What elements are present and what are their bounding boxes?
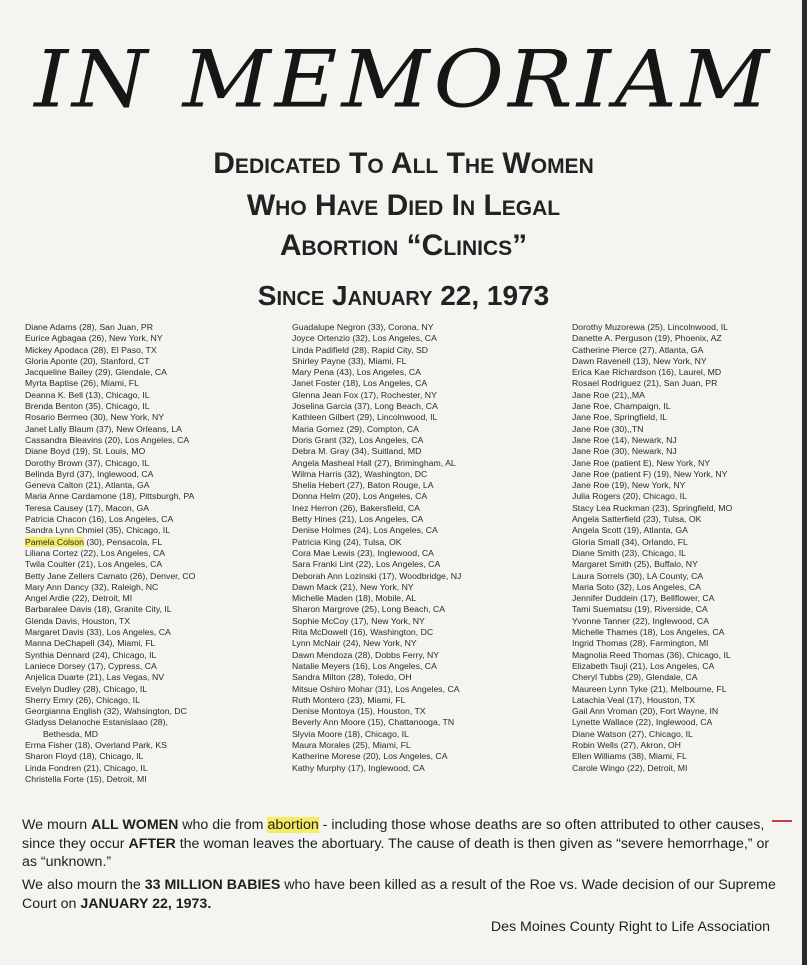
name-entry — [25, 537, 287, 548]
name-entry: Maureen Lynn Tyke (21), Melbourne, FL — [572, 683, 727, 694]
name-entry: Tami Suematsu (19), Riverside, CA — [572, 604, 708, 615]
name-entry: Elizabeth Tsuji (21), Los Angeles, CA — [572, 660, 715, 671]
name-entry: Belinda Byrd (37), Inglewood, CA — [25, 468, 154, 479]
name-entry: Jane Roe (30), Newark, NJ — [572, 446, 677, 457]
name-entry: Dawn Mendoza (28), Dobbs Ferry, NY — [292, 649, 440, 660]
name-entry: Jane Roe (19), New York, NY — [572, 480, 686, 491]
name-entry: Catherine Pierce (27), Atlanta, GA — [572, 344, 704, 355]
name-entry: Laura Sorrels (30), LA County, CA — [572, 570, 704, 581]
name-entry: Jane Roe, Springfield, IL — [572, 412, 668, 423]
name-entry: Christella Forte (15), Detroit, MI — [25, 773, 147, 784]
name-entry: Barbaralee Davis (18), Granite City, IL — [25, 604, 172, 615]
name-entry: Mitsue Oshiro Mohar (31), Los Angeles, CA — [292, 683, 460, 694]
name-entry: Mickey Apodaca (28), El Paso, TX — [25, 344, 157, 355]
name-entry: Myrta Baptise (26), Miami, FL — [25, 378, 139, 389]
name-entry: Doris Grant (32), Los Angeles, CA — [292, 434, 424, 445]
name-entry: Evelyn Dudley (28), Chicago, IL — [25, 683, 148, 694]
name-entry: Sandra Milton (28), Toledo, OH — [292, 672, 412, 683]
name-entry: Laniece Dorsey (17), Cypress, CA — [25, 660, 157, 671]
name-entry: Jane Roe (patient E), New York, NY — [572, 457, 711, 468]
name-entry: Cheryl Tubbs (29), Glendale, CA — [572, 672, 698, 683]
name-entry: Angela Scott (19), Atlanta, GA — [572, 525, 688, 536]
name-entry: Maria Anne Cardamone (18), Pittsburgh, PA — [25, 491, 195, 502]
name-entry: Linda Fondren (21), Chicago, IL — [25, 762, 148, 773]
name-entry: Georgianna English (32), Wahsington, DC — [25, 706, 187, 717]
name-entry: Rosael Rodriguez (21), San Juan, PR — [572, 378, 718, 389]
name-entry: Maria Gomez (29), Compton, CA — [292, 423, 419, 434]
name-entry: Diane Boyd (19), St. Louis, MO — [25, 446, 146, 457]
name-details: (30), Pensacola, FL — [83, 536, 163, 547]
name-entry: Jane Roe, Champaign, IL — [572, 401, 671, 412]
name-entry: Beverly Ann Moore (15), Chattanooga, TN — [292, 717, 455, 728]
mourn-emphasis: AFTER — [128, 835, 176, 852]
mourn-text: We mourn — [22, 817, 92, 833]
name-entry: Michelle Maden (18), Mobile, AL — [292, 593, 417, 604]
dedication-line-1: Dedicated To All The Women — [213, 147, 594, 180]
name-entry: Joyce Ortenzio (32), Los Angeles, CA — [292, 333, 437, 344]
name-entry: Jacqueline Bailey (29), Glendale, CA — [25, 367, 167, 378]
name-entry: Dawn Mack (21), New York, NY — [292, 581, 414, 592]
name-entry: Danette A. Perguson (19), Phoenix, AZ — [572, 333, 722, 344]
name-entry: Diane Watson (27), Chicago, IL — [572, 728, 693, 739]
name-entry: Gladyss Delanoche Estanislaao (28), — [25, 717, 168, 728]
name-entry: Maria Soto (32), Los Angeles, CA — [572, 581, 701, 592]
name-entry: Guadalupe Negron (33), Corona, NY — [292, 322, 434, 332]
name-entry: Denise Montoya (15), Houston, TX — [292, 706, 426, 717]
name-entry: Denise Holmes (24), Los Angeles, CA — [292, 525, 438, 536]
mourn-text: who die from — [178, 817, 268, 833]
name-entry: Margaret Smith (25), Buffalo, NY — [572, 559, 698, 570]
name-entry: Yvonne Tanner (22), Inglewood, CA — [572, 615, 709, 626]
names-column-2 — [292, 322, 582, 774]
name-entry: Donna Helm (20), Los Angeles, CA — [292, 491, 428, 502]
name-entry: Betty Jane Zellers Camato (26), Denver, CO — [25, 570, 196, 581]
name-entry: Angela Masheal Hall (27), Brimingham, AL — [292, 457, 456, 468]
name-entry: Joselina Garcia (37), Long Beach, CA — [292, 401, 438, 412]
name-entry: Sherry Emry (26), Chicago, IL — [25, 694, 140, 705]
page-title: IN MEMORIAM — [34, 34, 773, 126]
name-entry: Julia Rogers (20), Chicago, IL — [572, 491, 687, 502]
name-entry: Glenda Davis, Houston, TX — [25, 615, 131, 626]
name-entry: Liliana Cortez (22), Los Angeles, CA — [25, 547, 166, 558]
name-entry: Gloria Aponte (20), Stanford, CT — [25, 355, 150, 366]
name-entry: Rita McDowell (16), Washington, DC — [292, 627, 434, 638]
name-entry: Anjelica Duarte (21), Las Vegas, NV — [25, 672, 165, 683]
name-entry: Lynette Wallace (22), Inglewood, CA — [572, 717, 713, 728]
name-entry: Wilma Harris (32), Washington, DC — [292, 468, 428, 479]
name-entry: Carole Wingo (22), Detroit, MI — [572, 762, 688, 773]
association-signature: Des Moines County Right to Life Association — [490, 919, 770, 935]
name-entry: Jane Roe (14), Newark, NJ — [572, 434, 677, 445]
name-entry: Deborah Ann Lozinski (17), Woodbridge, NJ — [292, 570, 462, 581]
name-entry: Eurice Agbagaa (26), New York, NY — [25, 333, 163, 344]
dedication-line-3: Abortion “Clinics” — [279, 229, 528, 262]
name-entry: Magnolia Reed Thomas (36), Chicago, IL — [572, 649, 731, 660]
names-column-3 — [572, 322, 792, 774]
name-entry: Glenna Jean Fox (17), Rochester, NY — [292, 389, 437, 400]
name-entry: Jennifer Duddein (17), Bellflower, CA — [572, 593, 715, 604]
name-entry: Teresa Causey (17), Macon, GA — [25, 502, 150, 513]
name-entry: Sharon Margrove (25), Long Beach, CA — [292, 604, 446, 615]
name-entry: Dorothy Muzorewa (25), Lincolnwood, IL — [572, 322, 728, 332]
mourn-paragraph-women — [22, 816, 777, 872]
name-entry: Angela Satterfield (23), Tulsa, OK — [572, 514, 702, 525]
name-entry: Janet Lally Blaum (37), New Orleans, LA — [25, 423, 182, 434]
name-entry: Katherine Morese (20), Los Angeles, CA — [292, 751, 448, 762]
name-entry: Mary Ann Dancy (32), Raleigh, NC — [25, 581, 159, 592]
name-entry: Diane Adams (28), San Juan, PR — [25, 322, 153, 332]
name-entry: Michelle Thames (18), Los Angeles, CA — [572, 627, 725, 638]
name-entry: Sharon Floyd (18), Chicago, IL — [25, 751, 144, 762]
name-entry: Ruth Montero (23), Miami, FL — [292, 694, 406, 705]
name-entry: Natalie Meyers (16), Los Angeles, CA — [292, 660, 437, 671]
name-entry: Patricia King (24), Tulsa, OK — [292, 536, 402, 547]
highlighted-name: Pamela Colson — [25, 536, 84, 547]
name-entry: Maura Morales (25), Miami, FL — [292, 739, 411, 750]
name-entry: Stacy Lea Ruckman (23), Springfield, MO — [572, 502, 733, 513]
name-entry: Robin Wells (27), Akron, OH — [572, 739, 681, 750]
name-entry: Mary Pena (43), Los Angeles, CA — [292, 367, 421, 378]
name-entry: Dawn Ravenell (13), New York, NY — [572, 355, 707, 366]
name-entry: Inez Herron (26), Bakersfield, CA — [292, 502, 420, 513]
name-entry: Gail Ann Vroman (20), Fort Wayne, IN — [572, 706, 719, 717]
name-entry: Angel Ardie (22), Detroit, MI — [25, 593, 133, 604]
name-entry: Twila Coulter (21), Los Angeles, CA — [25, 559, 163, 570]
name-entry: Margaret Davis (33), Los Angeles, CA — [25, 627, 171, 638]
name-entry: Shirley Payne (33), Miami, FL — [292, 355, 407, 366]
name-entry: Sophie McCoy (17), New York, NY — [292, 615, 425, 626]
name-entry: Shelia Hebert (27), Baton Rouge, LA — [292, 480, 434, 491]
name-entry: Linda Padifield (28), Rapid City, SD — [292, 344, 429, 355]
name-entry: Lynn McNair (24), New York, NY — [292, 638, 417, 649]
name-entry: Ingrid Thomas (28), Farmington, MI — [572, 638, 709, 649]
name-entry: Gloria Small (34), Orlando, FL — [572, 536, 688, 547]
name-entry: Ellen Williams (38), Miami, FL — [572, 751, 687, 762]
name-entry: Brenda Benton (35), Chicago, IL — [25, 401, 150, 412]
name-entry: Cora Mae Lewis (23), Inglewood, CA — [292, 547, 434, 558]
name-entry: Jane Roe (patient F) (19), New York, NY — [572, 468, 728, 479]
mourn-paragraph-babies — [22, 876, 777, 913]
name-entry: Manna DeChapell (34), Miami, FL — [25, 638, 156, 649]
name-entry: Erica Kae Richardson (16), Laurel, MD — [572, 367, 722, 378]
name-entry: Synthia Dennard (24), Chicago, IL — [25, 649, 157, 660]
name-entry: Kathy Murphy (17), Inglewood, CA — [292, 762, 425, 773]
names-list — [20, 322, 790, 814]
name-entry: Bethesda, MD — [43, 728, 99, 739]
name-entry: Debra M. Gray (34), Suitland, MD — [292, 446, 422, 457]
mourn-emphasis: 33 MILLION BABIES — [144, 877, 281, 893]
mourn-emphasis: JANUARY 22, 1973. — [80, 895, 212, 912]
mourn-text: who have been killed as a result of the Roe vs. Wade decision of our Supreme Court on — [22, 877, 776, 912]
mourn-text: - including those whose deaths are so often attributed to other causes, since they occur — [22, 817, 765, 852]
name-entry: Dorothy Brown (37), Chicago, IL — [25, 457, 150, 468]
name-entry: Kathleen Gilbert (29), Lincolnwood, IL — [292, 412, 438, 423]
names-column-1 — [25, 322, 287, 785]
name-entry: Betty Hines (21), Los Angeles, CA — [292, 514, 424, 525]
name-entry: Patricia Chacon (16), Los Angeles, CA — [25, 514, 174, 525]
mourn-emphasis: ALL WOMEN — [91, 817, 179, 833]
name-entry: Diane Smith (23), Chicago, IL — [572, 547, 686, 558]
since-date-line: Since January 22, 1973 — [257, 280, 550, 311]
name-entry: Sandra Lynn Chmiel (35), Chicago, IL — [25, 525, 171, 536]
name-entry: Latachia Veal (17), Houston, TX — [572, 694, 695, 705]
name-entry: Rosario Bermeo (30), New York, NY — [25, 412, 165, 423]
name-entry: Janet Foster (18), Los Angeles, CA — [292, 378, 428, 389]
name-entry: Cassandra Bleavins (20), Los Angeles, CA — [25, 434, 190, 445]
mourn-text: We also mourn the — [22, 877, 145, 893]
dedication-line-2: Who Have Died In Legal — [246, 189, 561, 222]
name-entry: Jane Roe (21),,MA — [572, 389, 645, 400]
highlighted-word: abortion — [267, 817, 319, 833]
name-entry: Deanna K. Bell (13), Chicago, IL — [25, 389, 150, 400]
mourn-text: the woman leaves the abortuary. The cause of death is then given as “severe hemorrhage,” or as “unknown.” — [22, 835, 770, 870]
name-entry: Erma Fisher (18), Overland Park, KS — [25, 739, 167, 750]
name-entry: Slyvia Moore (18), Chicago, IL — [292, 728, 409, 739]
name-entry: Sara Franki Lint (22), Los Angeles, CA — [292, 559, 441, 570]
name-entry: Jane Roe (30),,TN — [572, 423, 644, 434]
name-entry: Geneva Calton (21), Atlanta, GA — [25, 480, 150, 491]
